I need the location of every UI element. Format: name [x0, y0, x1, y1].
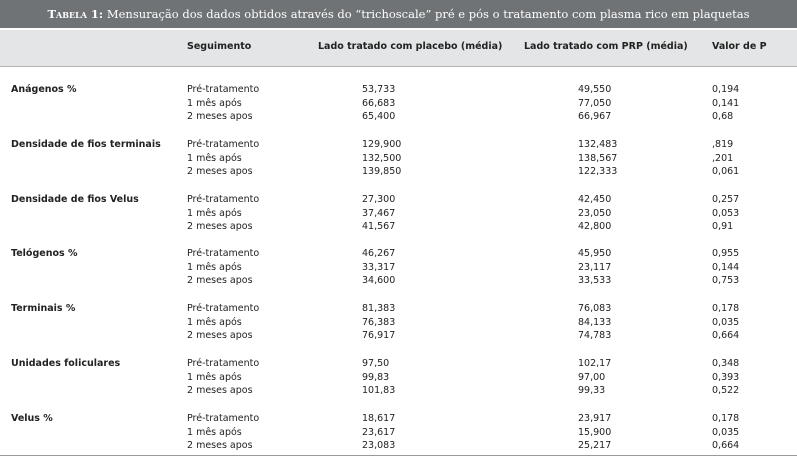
cell-prp: 84,133 — [578, 316, 612, 328]
cell-p-value: ,819 — [712, 139, 734, 150]
group-label: Telógenos % — [11, 248, 78, 259]
cell-follow-up: 2 meses apos — [187, 385, 253, 396]
cell-follow-up: 1 mês após — [187, 426, 242, 438]
cell-prp: 42,800 — [578, 221, 612, 232]
cell-follow-up: 1 mês após — [187, 261, 242, 273]
cell-follow-up: 2 meses apos — [187, 330, 253, 341]
cell-prp: 33,533 — [578, 275, 612, 286]
cell-placebo: 76,917 — [362, 330, 396, 341]
cell-p-value: 0,178 — [712, 413, 740, 424]
cell-follow-up: 1 mês após — [187, 152, 242, 164]
cell-p-value: 0,257 — [712, 194, 740, 205]
cell-placebo: 129,900 — [362, 139, 402, 150]
table-bottom-rule — [0, 455, 797, 456]
cell-placebo: 81,383 — [362, 303, 396, 314]
cell-p-value: 0,91 — [712, 221, 734, 232]
cell-p-value: 0,141 — [712, 97, 740, 109]
cell-prp: 99,33 — [578, 385, 606, 396]
table-title-text: Mensuração dos dados obtidos através do “trichoscale” pré e pós o tratamento com plasma rico em plaquetas — [103, 7, 750, 21]
table-title-prefix: Tabela 1: — [47, 7, 104, 21]
cell-follow-up: 1 mês após — [187, 371, 242, 383]
group-label: Terminais % — [11, 303, 76, 314]
cell-p-value: 0,955 — [712, 248, 740, 259]
cell-follow-up: Pré-tratamento — [187, 84, 260, 95]
cell-placebo: 132,500 — [362, 152, 402, 164]
cell-p-value: 0,194 — [712, 84, 740, 95]
cell-placebo: 46,267 — [362, 248, 396, 259]
cell-prp: 138,567 — [578, 152, 618, 164]
cell-placebo: 53,733 — [362, 84, 396, 95]
cell-follow-up: 2 meses apos — [187, 111, 253, 122]
group-label: Densidade de fios Velus — [11, 194, 139, 205]
cell-p-value: 0,035 — [712, 426, 740, 438]
cell-prp: 42,450 — [578, 194, 612, 205]
cell-placebo: 37,467 — [362, 207, 396, 219]
table-header — [0, 30, 797, 67]
cell-prp: 23,117 — [578, 261, 612, 273]
group-label: Velus % — [11, 413, 53, 424]
cell-prp: 23,917 — [578, 413, 612, 424]
cell-follow-up: Pré-tratamento — [187, 194, 260, 205]
cell-prp: 45,950 — [578, 248, 612, 259]
cell-placebo: 66,683 — [362, 97, 396, 109]
cell-p-value: 0,664 — [712, 440, 740, 451]
cell-placebo: 34,600 — [362, 275, 396, 286]
cell-follow-up: Pré-tratamento — [187, 139, 260, 150]
cell-p-value: 0,664 — [712, 330, 740, 341]
cell-follow-up: 2 meses apos — [187, 221, 253, 232]
cell-follow-up: Pré-tratamento — [187, 358, 260, 369]
cell-p-value: 0,035 — [712, 316, 740, 328]
group-label: Unidades foliculares — [11, 358, 121, 369]
cell-follow-up: Pré-tratamento — [187, 303, 260, 314]
cell-placebo: 23,617 — [362, 426, 396, 438]
group-label: Anágenos % — [11, 84, 77, 95]
cell-p-value: 0,144 — [712, 261, 740, 273]
cell-p-value: 0,178 — [712, 303, 740, 314]
cell-p-value: 0,348 — [712, 358, 740, 369]
cell-prp: 97,00 — [578, 371, 606, 383]
cell-placebo: 18,617 — [362, 413, 396, 424]
cell-prp: 132,483 — [578, 139, 618, 150]
cell-p-value: 0,522 — [712, 385, 740, 396]
cell-placebo: 23,083 — [362, 440, 396, 451]
cell-follow-up: Pré-tratamento — [187, 248, 260, 259]
header-follow-up: Seguimento — [187, 41, 252, 52]
cell-follow-up: 1 mês após — [187, 316, 242, 328]
cell-placebo: 76,383 — [362, 316, 396, 328]
cell-p-value: 0,393 — [712, 371, 740, 383]
cell-prp: 102,17 — [578, 358, 612, 369]
cell-placebo: 99,83 — [362, 371, 390, 383]
cell-prp: 25,217 — [578, 440, 612, 451]
cell-placebo: 27,300 — [362, 194, 396, 205]
cell-placebo: 139,850 — [362, 166, 402, 177]
cell-prp: 66,967 — [578, 111, 612, 122]
cell-p-value: 0,053 — [712, 207, 740, 219]
header-p-value: Valor de P — [712, 41, 767, 52]
cell-prp: 74,783 — [578, 330, 612, 341]
table-title — [0, 0, 797, 28]
cell-placebo: 97,50 — [362, 358, 390, 369]
cell-prp: 76,083 — [578, 303, 612, 314]
cell-prp: 15,900 — [578, 426, 612, 438]
cell-prp: 23,050 — [578, 207, 612, 219]
cell-follow-up: 1 mês após — [187, 207, 242, 219]
cell-prp: 49,550 — [578, 84, 612, 95]
cell-follow-up: Pré-tratamento — [187, 413, 260, 424]
cell-follow-up: 1 mês após — [187, 97, 242, 109]
cell-p-value: ,201 — [712, 152, 734, 164]
cell-p-value: 0,753 — [712, 275, 740, 286]
group-label: Densidade de fios terminais — [11, 139, 161, 150]
cell-prp: 77,050 — [578, 97, 612, 109]
cell-prp: 122,333 — [578, 166, 618, 177]
cell-p-value: 0,061 — [712, 166, 740, 177]
header-placebo: Lado tratado com placebo (média) — [318, 41, 503, 52]
cell-follow-up: 2 meses apos — [187, 275, 253, 286]
cell-follow-up: 2 meses apos — [187, 440, 253, 451]
cell-placebo: 65,400 — [362, 111, 396, 122]
header-prp: Lado tratado com PRP (média) — [524, 41, 688, 52]
cell-p-value: 0,68 — [712, 111, 734, 122]
cell-follow-up: 2 meses apos — [187, 166, 253, 177]
cell-placebo: 33,317 — [362, 261, 396, 273]
cell-placebo: 41,567 — [362, 221, 396, 232]
cell-placebo: 101,83 — [362, 385, 396, 396]
